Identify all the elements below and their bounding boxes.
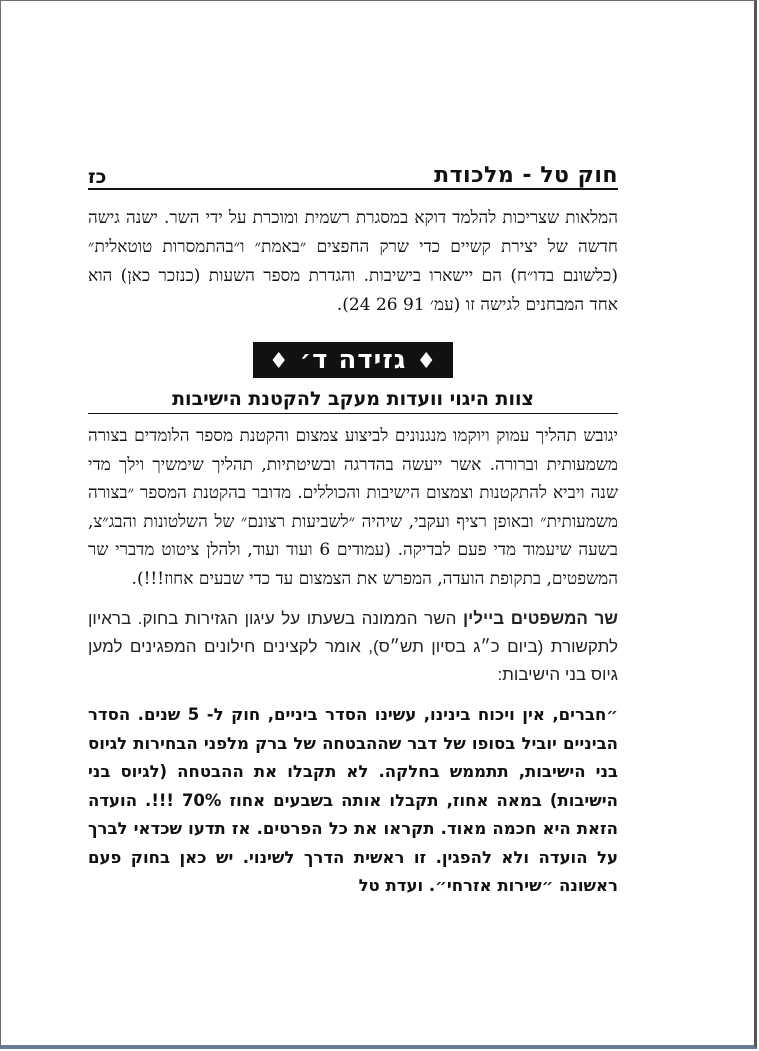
section-paragraph: יגובש תהליך עמוק ויוקמו מנגנונים לביצוע צמצום והקטנת מספר הלומדים בצורה משמעותית וברורה. אשר ייעשה בהדרגה ובשיטתיות, תהליך שימשיך וילך מדי שנה ויביא להתקטנות וצמצום הישיבות והכוללים. מדובר בהקטנת המספר ״בצורה משמעותית״ ובאופן רציף ועקבי, שיהיה ״לשביעות רצונם״ של השלטונות והבג״צ, בשעה שיעמוד מדי פעם לבדיקה. (עמודים 6 ועוד ועוד, ולהלן ציטוט מדברי שר המשפטים, בתקופת הועדה, המפרש את הצמצום עד כדי שבעים אחוז!!!). <box>88 426 618 589</box>
minister-text: השר הממונה בשעתו על עיגון הגזירות בחוק. בראיון לתקשורת (ביום כ״ג בסיון תש״ס), אומר לקצינים חילונים המפגינים למען גיוס בני הישיבות: <box>88 609 618 684</box>
intro-paragraph: המלאות שצריכות להלמד דוקא במסגרת רשמית ומוכרת על ידי השר. ישנה גישה חדשה של יצירת קשיים כדי שרק החפצים ״באמת״ ו״בהתמסרות טוטאלית״ (כלשונם בדו״ח) הם יישארו בישיבות. והגדרת מספר השעות (כנזכר כאן) הוא אחד המבחנים לגישה זו (עמ׳ 91 26 24). <box>88 208 618 315</box>
book-title: חוק טל - מלכודת <box>434 163 618 188</box>
chapter-title: גזידה ד׳ <box>299 345 407 375</box>
quote-paragraph: ״חברים, אין ויכוח בינינו, עשינו הסדר ביניים, חוק ל- 5 שנים. הסדר הביניים יוביל בסופו של דבר שההבטחה של ברק מלפני הבחירות לגיוס בני הישיבות, תתממש בחלקה. לא תקבלו את ההבטחה (לגיוס בני הישיבות) במאה אחוז, תקבלו אותה בשבעים אחוז 70% !!!. הועדה הזאת היא חכמה מאוד. תקראו את כל הפרטים. אז תדעו שכדאי לברך על הועדה ולא להפגין. זו ראשית הדרך לשינוי. יש כאן בחוק פעם ראשונה ״שירות אזרחי״. ועדת טל <box>88 705 618 895</box>
diamond-icon: ♦ <box>416 349 438 374</box>
section-heading: צוות היגוי וועדות מעקב להקטנת הישיבות <box>88 388 618 414</box>
minister-paragraph <box>88 605 618 689</box>
running-header <box>88 158 618 190</box>
diamond-icon: ♦ <box>268 349 290 374</box>
chapter-heading-wrap <box>88 342 618 378</box>
chapter-heading <box>253 342 453 378</box>
page-number: כז <box>88 166 107 188</box>
minister-name: שר המשפטים ביילין <box>463 609 618 628</box>
document-page <box>88 158 618 901</box>
